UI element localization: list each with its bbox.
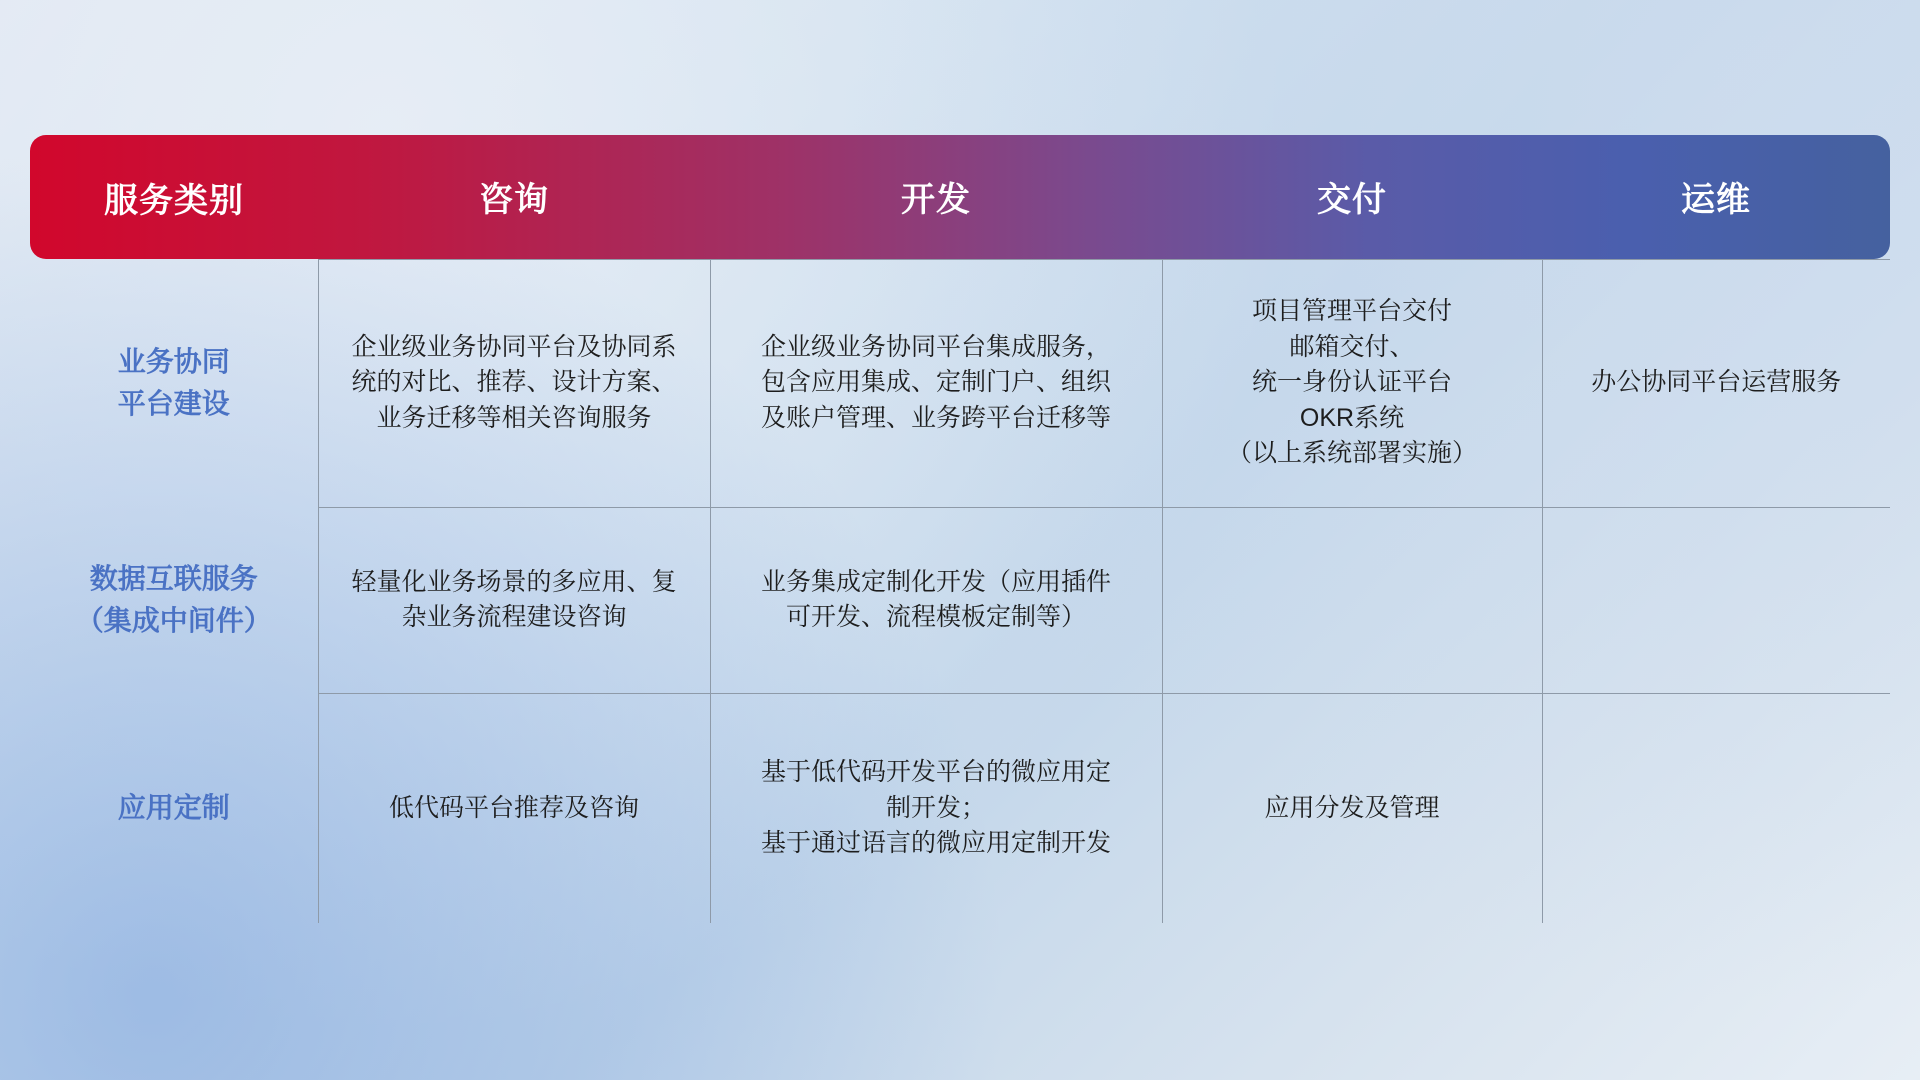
table-row: [30, 507, 1890, 693]
column-header-category: 服务类别: [104, 181, 244, 220]
cell-category: [30, 259, 318, 507]
cell-development: [710, 693, 1162, 923]
column-header-delivery: 交付: [1317, 181, 1387, 220]
cell-line: 应用分发及管理: [1264, 793, 1440, 822]
cell-category: [30, 693, 318, 923]
table-body: [30, 259, 1890, 923]
cell-line: 统一身份认证平台: [1251, 368, 1452, 397]
cell-consulting: [318, 259, 710, 507]
cell-line: （集成中间件）: [75, 605, 272, 636]
cell-line: 办公协同平台运营服务: [1591, 368, 1842, 397]
cell-delivery: [1162, 259, 1542, 507]
table-header: [30, 135, 1890, 259]
service-table-container: [30, 135, 1890, 923]
cell-line: 业务迁移等相关咨询服务: [376, 403, 652, 432]
column-header-development: 开发: [901, 181, 971, 220]
cell-line: 邮箱交付、: [1289, 332, 1415, 361]
cell-line: （以上系统部署实施）: [1226, 439, 1477, 468]
cell-delivery: [1162, 507, 1542, 693]
cell-consulting: [318, 507, 710, 693]
cell-line: 企业级业务协同平台及协同系: [351, 332, 677, 361]
cell-operations: [1542, 507, 1890, 693]
cell-line: 数据互联服务: [89, 563, 258, 594]
cell-line: 制开发；: [885, 793, 986, 822]
service-table: [30, 135, 1890, 923]
table-row: [30, 693, 1890, 923]
cell-line: 应用定制: [117, 792, 230, 823]
table-row: [30, 259, 1890, 507]
cell-line: 项目管理平台交付: [1251, 297, 1452, 326]
cell-development: [710, 507, 1162, 693]
cell-category: [30, 507, 318, 693]
cell-line: 统的对比、推荐、设计方案、: [351, 368, 677, 397]
cell-line: 基于通过语言的微应用定制开发: [760, 829, 1111, 857]
cell-line: 低代码平台推荐及咨询: [388, 793, 639, 822]
cell-delivery: [1162, 693, 1542, 923]
cell-operations: [1542, 259, 1890, 507]
cell-line: 杂业务流程建设咨询: [401, 603, 627, 631]
cell-line: 基于低代码开发平台的微应用定: [760, 758, 1111, 786]
table-header-row: [30, 135, 1890, 259]
cell-line: OKR系统: [1299, 403, 1405, 432]
cell-line: 企业级业务协同平台集成服务，: [760, 332, 1111, 361]
cell-development: [710, 259, 1162, 507]
cell-line: 包含应用集成、定制门户、组织: [760, 368, 1111, 397]
cell-line: 可开发、流程模板定制等）: [785, 603, 1086, 631]
cell-consulting: [318, 693, 710, 923]
cell-line: 平台建设: [117, 388, 230, 419]
cell-line: 轻量化业务场景的多应用、复: [351, 567, 677, 596]
cell-operations: [1542, 693, 1890, 923]
cell-line: 业务协同: [117, 346, 230, 377]
cell-line: 业务集成定制化开发（应用插件: [760, 567, 1111, 596]
column-header-consulting: 咨询: [479, 181, 549, 220]
column-header-operations: 运维: [1681, 181, 1751, 220]
cell-line: 及账户管理、业务跨平台迁移等: [760, 403, 1111, 432]
